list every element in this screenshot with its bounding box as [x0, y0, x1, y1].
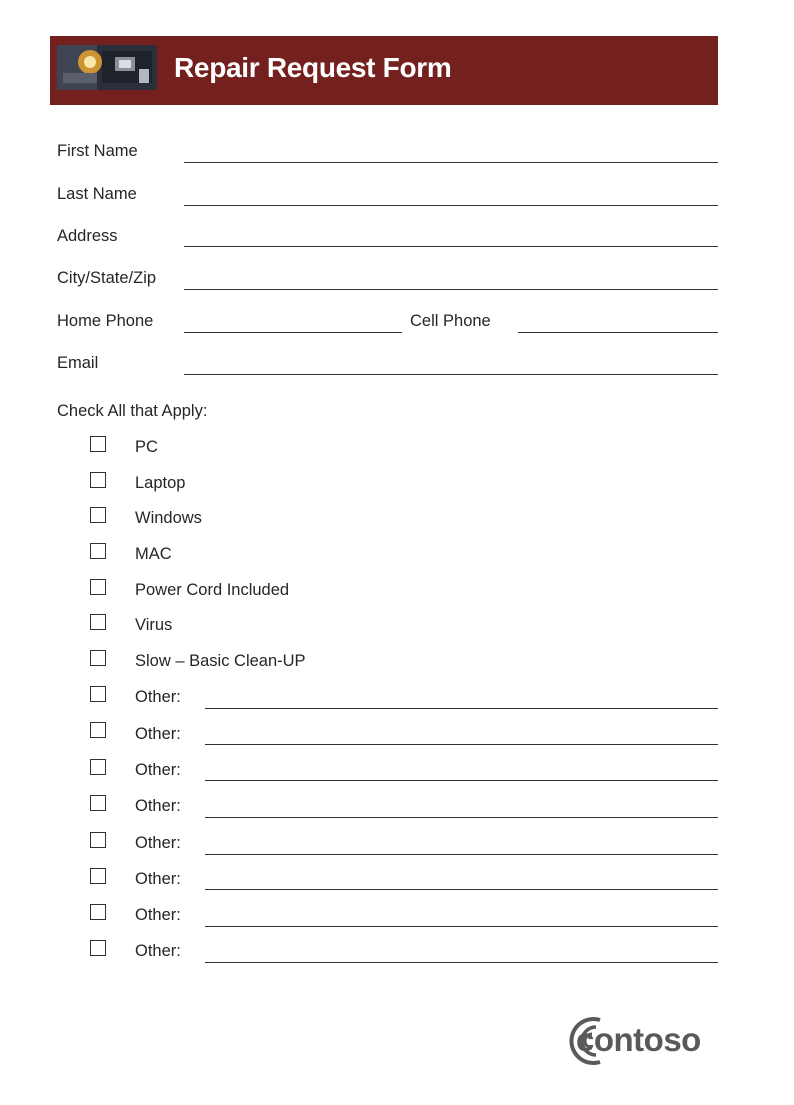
- city-state-zip-label: City/State/Zip: [57, 269, 157, 287]
- checkbox-other-2[interactable]: [90, 722, 106, 738]
- checkbox-other-6[interactable]: [90, 868, 106, 884]
- checklist-item-other-8: Other:: [135, 942, 181, 960]
- last-name-label: Last Name: [57, 185, 137, 203]
- checklist-item-other-6: Other:: [135, 870, 181, 888]
- city-state-zip-field[interactable]: [184, 289, 718, 290]
- form-title: Repair Request Form: [174, 52, 452, 83]
- checklist-item-slow-clean-up: Slow – Basic Clean-UP: [135, 652, 306, 670]
- other-4-field[interactable]: [205, 817, 718, 818]
- other-1-field[interactable]: [205, 708, 718, 709]
- logo-text: contoso: [576, 1021, 701, 1058]
- checkbox-slow-clean-up[interactable]: [90, 650, 106, 666]
- checklist-item-pc: PC: [135, 438, 158, 456]
- checklist-item-other-4: Other:: [135, 797, 181, 815]
- checklist-item-power-cord: Power Cord Included: [135, 581, 290, 599]
- checkbox-other-7[interactable]: [90, 904, 106, 920]
- checkbox-other-4[interactable]: [90, 795, 106, 811]
- checkbox-mac[interactable]: [90, 543, 106, 559]
- checkbox-laptop[interactable]: [90, 472, 106, 488]
- cell-phone-field[interactable]: [518, 332, 718, 333]
- home-phone-label: Home Phone: [57, 312, 154, 330]
- checkbox-other-8[interactable]: [90, 940, 106, 956]
- email-field[interactable]: [184, 374, 718, 375]
- checkbox-power-cord[interactable]: [90, 579, 106, 595]
- other-2-field[interactable]: [205, 744, 718, 745]
- checklist-item-virus: Virus: [135, 616, 173, 634]
- last-name-field[interactable]: [184, 205, 718, 206]
- first-name-label: First Name: [57, 142, 138, 160]
- checkbox-other-1[interactable]: [90, 686, 106, 702]
- checklist-title: Check All that Apply:: [57, 402, 208, 420]
- contoso-logo: [566, 1012, 706, 1070]
- checklist-item-other-1: Other:: [135, 688, 181, 706]
- form-header: [50, 36, 718, 105]
- checklist-item-mac: MAC: [135, 545, 172, 563]
- other-6-field[interactable]: [205, 889, 718, 890]
- checklist-item-windows: Windows: [135, 509, 202, 527]
- header-computer-image: [57, 45, 157, 90]
- first-name-field[interactable]: [184, 162, 718, 163]
- checklist-item-other-5: Other:: [135, 834, 181, 852]
- other-3-field[interactable]: [205, 780, 718, 781]
- checkbox-pc[interactable]: [90, 436, 106, 452]
- checkbox-windows[interactable]: [90, 507, 106, 523]
- other-8-field[interactable]: [205, 962, 718, 963]
- address-field[interactable]: [184, 246, 718, 247]
- checklist-item-other-2: Other:: [135, 725, 181, 743]
- address-label: Address: [57, 227, 118, 245]
- checklist-item-laptop: Laptop: [135, 474, 186, 492]
- cell-phone-label: Cell Phone: [410, 312, 491, 330]
- checklist-item-other-7: Other:: [135, 906, 181, 924]
- home-phone-field[interactable]: [184, 332, 402, 333]
- email-label: Email: [57, 354, 99, 372]
- checkbox-other-5[interactable]: [90, 832, 106, 848]
- other-7-field[interactable]: [205, 926, 718, 927]
- other-5-field[interactable]: [205, 854, 718, 855]
- checklist-item-other-3: Other:: [135, 761, 181, 779]
- checkbox-other-3[interactable]: [90, 759, 106, 775]
- checkbox-virus[interactable]: [90, 614, 106, 630]
